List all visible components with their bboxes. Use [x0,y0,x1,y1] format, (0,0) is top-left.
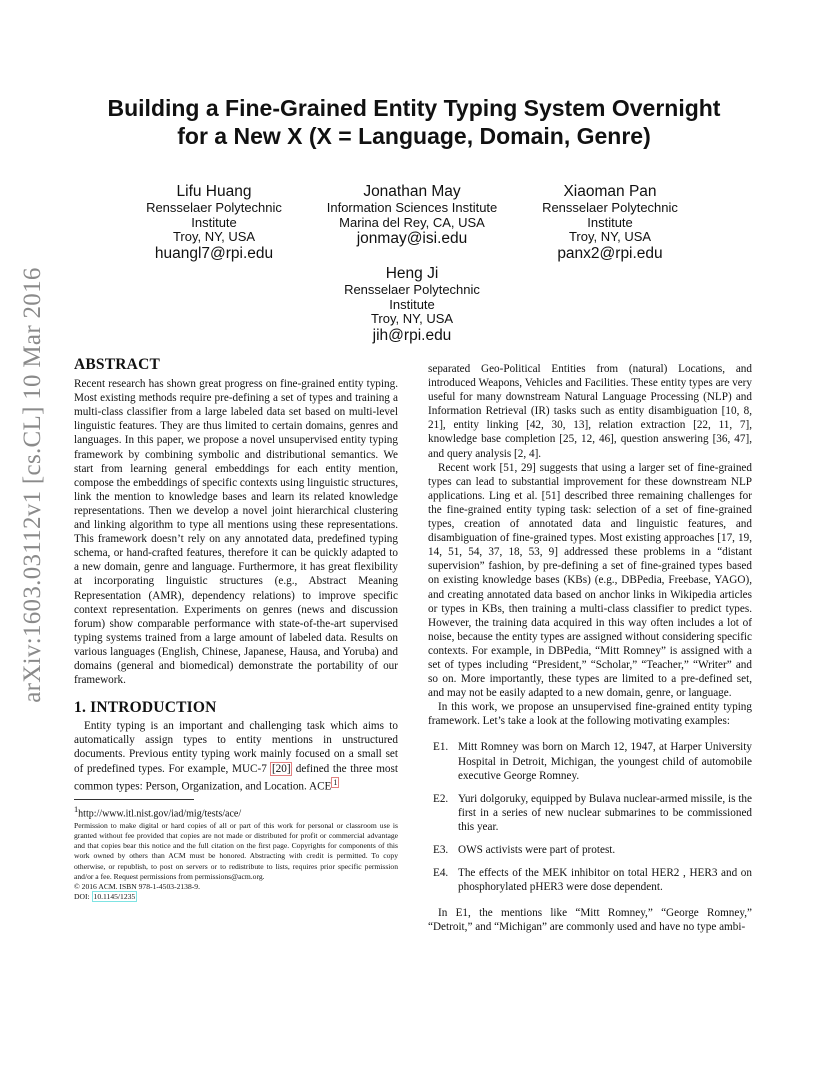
example-label: E2. [433,792,449,805]
example-text: OWS activists were part of protest. [458,844,616,856]
author-block-2 [297,183,527,248]
permission-notice: Permission to make digital or hard copies of all or part of this work for personal or classroom use is granted without fee provided that copies are not made or distributed for profit or commercial advantage and that copies bear this notice and the full citation on the first page. Copyrights for components of this work owned by others than ACM must be honored. Abstracting with credit is permitted. To copy otherwise, or republish, to post on servers or to redistribute to lists, requires prior specific permission and/or a fee. Request permissions from permissions@acm.org. [74,820,398,881]
footnote-marker-link[interactable]: 1 [333,777,338,787]
example-text: The effects of the MEK inhibitor on total HER2 , HER3 and on phosphorylated pHER3 were dose dependent. [458,867,752,894]
author-email[interactable]: panx2@rpi.edu [557,244,663,262]
author-affiliation: Institute [389,296,435,312]
example-item [428,792,752,834]
footnote-number: 1 [74,805,79,815]
doi-link[interactable]: 10.1145/1235 [93,892,136,902]
author-block-1 [99,183,329,263]
author-name: Xiaoman Pan [563,183,657,200]
right-paragraph-4: In E1, the mentions like “Mitt Romney,” “George Romney,” “Detroit,” and “Michigan” are commonly used and have no type ambi- [428,907,752,934]
right-paragraph-2: Recent work [51, 29] suggests that using a larger set of fine-grained types can lead to substantial improvement for these downstream NLP applications. Ling et al. [51] described three remaining challenges for the fine-grained entity typing task: selection of a set of fine-grained types, creation of annotated data and linguistic features, and disambiguation of fine-grained types. Most existing approaches [17, 19, 14, 51, 54, 37, 18, 53, 9] addressed these problems in a “distant supervision” fashion, by pre-defining a set of fine-grained types based on existing knowledge bases (KBs) (e.g., DBPedia, Freebase, YAGO), and creating annotated data based on anchor links in Wikipedia articles or types in KBs, then training a multi-class classifier to predict types. However, the training data acquired in this way often includes a lot of noise, because the entity types are assigned without considering specific contexts. For example, in DBPedia, “Mitt Romney” is assigned with a set of types including “President,” “Scholar,” “Teacher,” “Writer” and so on. More importantly, these types are limited to a pre-defined set, and may not be easily adapted to a new domain, genre, or language. [428,461,752,700]
example-label: E1. [433,741,449,754]
author-name: Jonathan May [363,183,461,200]
intro-text: Entity typing is an important and challenging task which aims to automatically assign types to entity mentions in unstructured documents. Previous entity typing work mainly focused on a small set of predefined types. For example, MUC-7 [74,720,398,775]
author-email[interactable]: jih@rpi.edu [372,326,452,344]
author-location: Troy, NY, USA [568,229,652,244]
footnote-divider [74,799,194,800]
example-text: Yuri dolgoruky, equipped by Bulava nuclear-armed missile, is the first in a series of new nuclear submarines to be commissioned this year. [458,792,752,833]
author-name: Lifu Huang [176,183,252,200]
abstract-text: Recent research has shown great progress on fine-grained entity typing. Most existing methods require pre-defining a set of types and training a multi-class classifier from a large labeled data set based on multi-level linguistic features. They are thus limited to certain domains, genres and languages. In this paper, we propose a novel unsupervised entity typing framework by combining symbolic and distributional semantics. We start from learning general embeddings for each entity mention, compose the embeddings of specific contexts using linguistic structures, link the mention to knowledge bases and learn its related knowledge representations. Then we develop a novel joint hierarchical clustering and linking algorithm to type all mentions using these representations. This framework doesn’t rely on any annotated data, predefined typing schema, or hand-crafted features, therefore it can be quickly adapted to a new domain, genre and language. Furthermore, it has great flexibility at incorporating linguistic structures (e.g., Abstract Meaning Representation (AMR), dependency relations) to improve specific context representation. Experiments on genres (news and discussion forum) show comparable performance with state-of-the-art supervised typing systems trained from a large amount of labeled data. Results on various languages (English, Chinese, Japanese, Hausa, and Yoruba) and domains (general and biomedical) demonstrate the portability of our framework. [74,378,398,687]
arxiv-id: arXiv:1603.03112v1 [cs.CL] 10 Mar 2016 [19,267,46,703]
example-item [428,740,752,782]
intro-paragraph [74,719,398,793]
author-affiliation: Institute [191,214,237,230]
example-label: E4. [433,867,449,880]
right-paragraph-3: In this work, we propose an unsupervised fine-grained entity typing framework. Let’s take a look at the following motivating examples: [428,701,752,728]
right-paragraph-1: separated Geo-Political Entities from (natural) Locations, and introduced Weapons, Vehicles and Facilities. These entity types are very useful for many downstream Natural Language Processing (NLP) and Information Retrieval (IR) tasks such as entity disambiguation [10, 8, 21], entity linking [42, 30, 13], relation extraction [22, 11, 7], knowledge base completion [25, 12, 46], question answering [36, 47], and query analysis [2, 4]. [428,363,752,460]
example-text: Mitt Romney was born on March 12, 1947, at Harper University Hospital in Detroit, Michigan, the youngest child of automobile executive George Romney. [458,741,752,782]
right-column [428,362,752,934]
author-name: Heng Ji [385,265,439,282]
author-affiliation: Institute [587,214,633,230]
author-affiliation: Rensselaer Polytechnic [344,282,480,297]
arxiv-sidebar-stamp [13,267,53,703]
title-line-2: for a New X (X = Language, Domain, Genre) [177,123,651,149]
author-email[interactable]: jonmay@isi.edu [356,230,468,247]
author-location: Troy, NY, USA [172,229,256,244]
title-line-1: Building a Fine-Grained Entity Typing System Overnight [107,95,721,121]
footnote-url[interactable]: http://www.itl.nist.gov/iad/mig/tests/ace/ [78,808,242,820]
author-location: Troy, NY, USA [370,311,454,326]
example-item [428,843,752,857]
author-email[interactable]: huangl7@rpi.edu [154,244,274,262]
intro-heading: 1. INTRODUCTION [74,699,217,717]
intro-text: defined the three most common types: Person, Organization, and Location. ACE [74,762,398,793]
copyright-block [74,882,398,902]
footnote [74,804,398,820]
doi-label: DOI: [74,892,92,902]
citation-link[interactable]: [20] [271,762,291,775]
author-affiliation: Rensselaer Polytechnic [542,200,678,215]
example-item [428,866,752,894]
abstract-heading: ABSTRACT [74,356,161,373]
paper-title [60,94,768,150]
author-location: Marina del Rey, CA, USA [339,214,485,230]
left-column [74,358,398,902]
example-label: E3. [433,844,449,856]
example-list [428,740,752,894]
author-block-4 [297,265,527,345]
author-block-3 [495,183,725,263]
author-affiliation: Rensselaer Polytechnic [146,200,282,215]
author-affiliation: Information Sciences Institute [326,200,498,215]
copyright-line: © 2016 ACM. ISBN 978-1-4503-2138-9. [74,882,201,891]
